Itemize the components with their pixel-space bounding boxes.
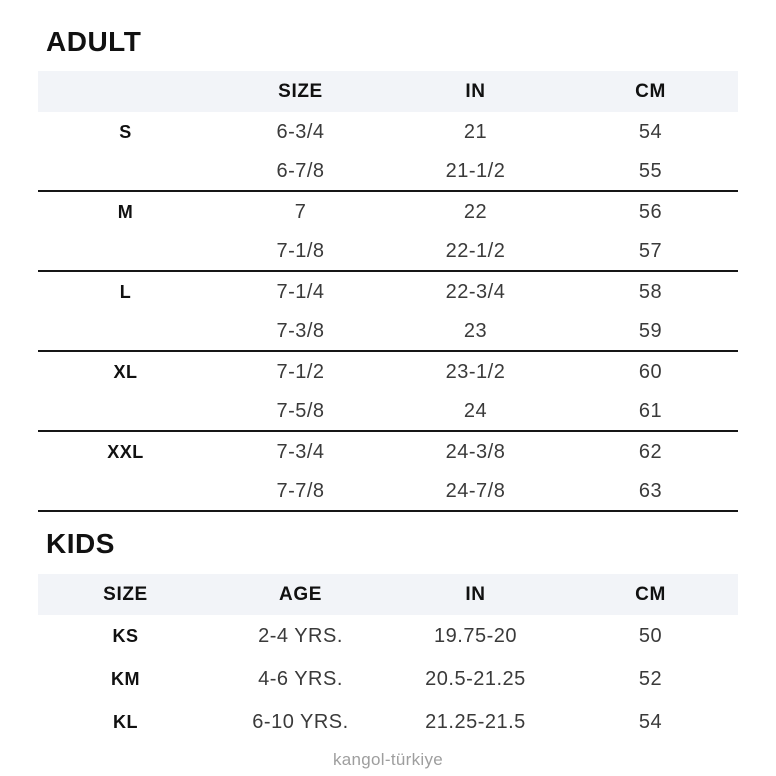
cell-size: 7-3/4: [276, 440, 325, 463]
cell-cm: 56: [638, 200, 663, 223]
kids-header-in: IN: [465, 583, 486, 605]
cell-size: 7: [294, 200, 307, 223]
size-label: S: [119, 121, 132, 142]
size-label: KM: [111, 669, 140, 689]
adult-table-header: [38, 71, 738, 112]
cell-age: 6-10 YRS.: [252, 711, 349, 733]
cell-in: 22-3/4: [445, 280, 506, 303]
kids-header-age: AGE: [279, 583, 322, 605]
cell-cm: 54: [638, 711, 663, 733]
cell-in: 24-7/8: [445, 479, 506, 502]
cell-size: 7-1/8: [276, 239, 325, 262]
cell-cm: 60: [638, 360, 663, 383]
size-label: L: [119, 281, 132, 302]
size-label: KL: [113, 712, 138, 732]
cell-cm: 55: [638, 159, 663, 182]
cell-size: 7-5/8: [276, 399, 325, 422]
table-row: [38, 152, 738, 192]
adult-header-in: IN: [465, 80, 486, 102]
adult-size-table: [38, 71, 738, 512]
table-row: [38, 312, 738, 352]
cell-in: 23: [463, 319, 488, 342]
cell-in: 22-1/2: [445, 239, 506, 262]
cell-cm: 61: [638, 399, 663, 422]
cell-size: 7-3/8: [276, 319, 325, 342]
adult-header-cm: CM: [635, 80, 666, 102]
size-label: KS: [112, 626, 139, 646]
table-row: [38, 392, 738, 432]
table-row: [38, 232, 738, 272]
cell-in: 21.25-21.5: [425, 711, 526, 733]
table-row: [38, 192, 738, 232]
cell-in: 24-3/8: [445, 440, 506, 463]
cell-cm: 62: [638, 440, 663, 463]
size-label: XL: [113, 361, 138, 382]
table-row: [38, 112, 738, 152]
cell-age: 4-6 YRS.: [258, 668, 343, 690]
table-row: [38, 472, 738, 512]
table-row: [38, 272, 738, 312]
cell-size: 7-1/4: [276, 280, 325, 303]
kids-size-table: [38, 574, 738, 744]
kids-header-cm: CM: [635, 583, 666, 605]
cell-size: 7-7/8: [276, 479, 325, 502]
cell-size: 7-1/2: [276, 360, 325, 383]
cell-cm: 63: [638, 479, 663, 502]
cell-in: 22: [463, 200, 488, 223]
cell-age: 2-4 YRS.: [258, 625, 343, 647]
cell-in: 24: [463, 399, 488, 422]
adult-header-size: SIZE: [278, 80, 323, 102]
cell-in: 21: [463, 120, 488, 143]
cell-cm: 54: [638, 120, 663, 143]
table-row: [38, 701, 738, 744]
cell-in: 23-1/2: [445, 360, 506, 383]
cell-in: 19.75-20: [434, 625, 517, 647]
cell-in: 20.5-21.25: [425, 668, 526, 690]
size-label: XXL: [107, 441, 144, 462]
table-row: [38, 432, 738, 472]
adult-section-title: ADULT: [46, 26, 142, 57]
watermark-kangol-turkiye: kangol-türkiye: [332, 750, 444, 769]
size-chart-page: [0, 26, 776, 770]
cell-size: 6-7/8: [276, 159, 325, 182]
cell-in: 21-1/2: [445, 159, 506, 182]
cell-cm: 59: [638, 319, 663, 342]
table-row: [38, 658, 738, 701]
table-row: [38, 615, 738, 658]
kids-table-header: [38, 574, 738, 615]
kids-section-title: KIDS: [46, 528, 115, 559]
kids-header-size: SIZE: [103, 583, 148, 605]
size-label: M: [117, 201, 134, 222]
cell-size: 6-3/4: [276, 120, 325, 143]
table-row: [38, 352, 738, 392]
cell-cm: 58: [638, 280, 663, 303]
cell-cm: 52: [638, 668, 663, 690]
cell-cm: 50: [638, 625, 663, 647]
cell-cm: 57: [638, 239, 663, 262]
